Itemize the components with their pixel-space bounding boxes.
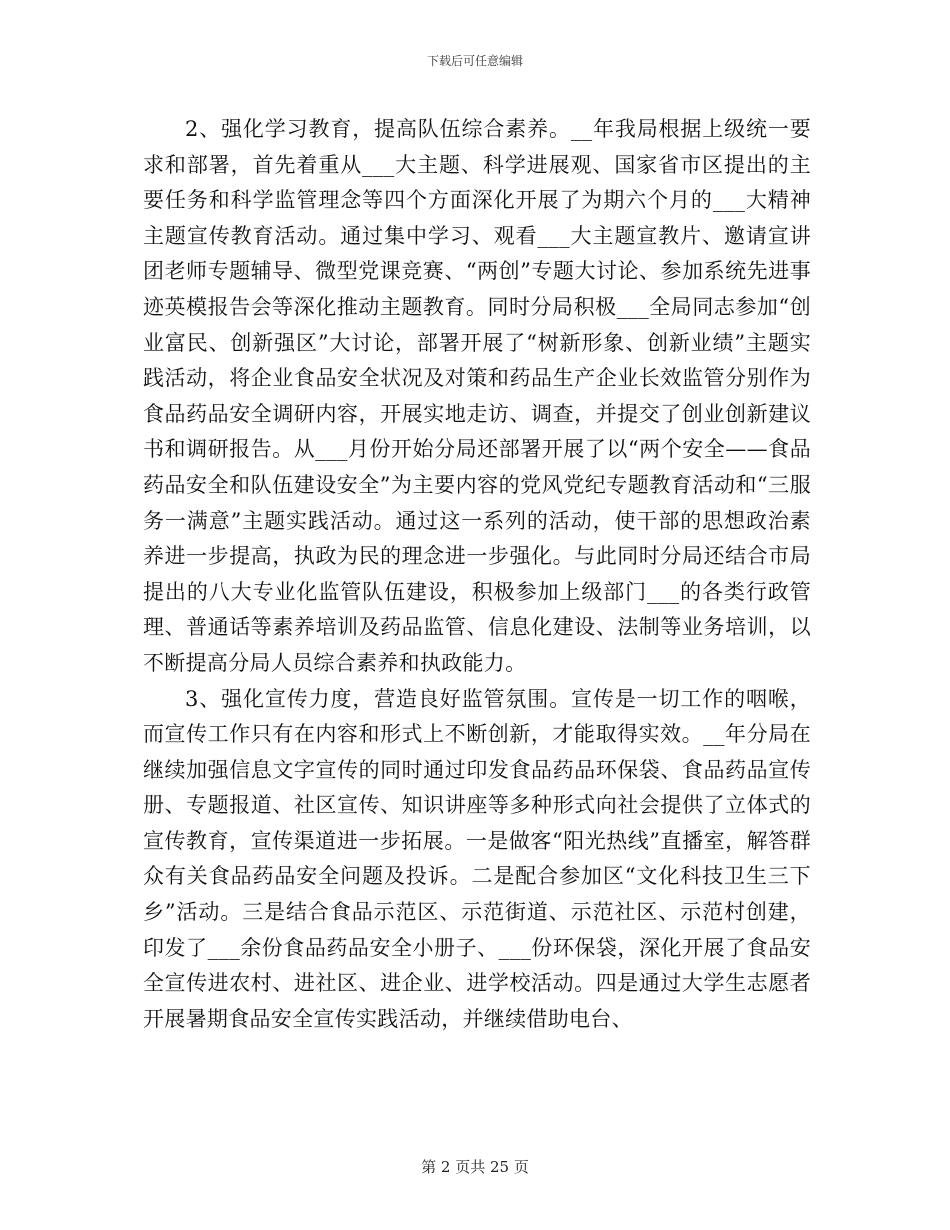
paragraph-publicity: 3、强化宣传力度，营造良好监管氛围。宣传是一切工作的咽喉，而宣传工作只有在内容和形式上不断创新，才能取得实效。__年分局在继续加强信息文字宣传的同时通过印发食品药品环保袋、食品药品宣传册、专题报道、社区宣传、知识讲座等多种形式向社会提供了立体式的宣传教育，宣传渠道进一步拓展。一是做客“阳光热线”直播室，解答群众有关食品药品安全问题及投诉。二是配合参加区“文化科技卫生三下乡”活动。三是结合食品示范区、示范街道、示范社区、示范村创建，印发了___余份食品药品安全小册子、___份环保袋，深化开展了食品安全宣传进农村、进社区、进企业、进学校活动。四是通过大学生志愿者开展暑期食品安全宣传实践活动，并继续借助电台、	[143, 686, 811, 1031]
paragraph-education: 2、强化学习教育，提高队伍综合素养。__年我局根据上级统一要求和部署，首先着重从___大主题、科学进展观、国家省市区提出的主要任务和科学监管理念等四个方面深化开展了为期六个月的___大精神主题宣传教育活动。通过集中学习、观看___大主题宣教片、邀请宣讲团老师专题辅导、微型党课竞赛、“两创”专题大讨论、参加系统先进事迹英模报告会等深化推动主题教育。同时分局积极___全局同志参加“创业富民、创新强区”大讨论，部署开展了“树新形象、创新业绩”主题实践活动，将企业食品安全状况及对策和药品生产企业长效监管分别作为食品药品安全调研内容，开展实地走访、调查，并提交了创业创新建议书和调研报告。从___月份开始分局还部署开展了以“两个安全——食品药品安全和队伍建设安全”为主要内容的党风党纪专题教育活动和“三服务一满意”主题实践活动。通过这一系列的活动，使干部的思想政治素养进一步提高，执政为民的理念进一步强化。与此同时分局还结合市局提出的八大专业化监管队伍建设，积极参加上级部门___的各类行政管理、普通话等素养培训及药品监管、信息化建设、法制等业务培训，以不断提高分局人员综合素养和执政能力。	[143, 117, 811, 675]
document-body	[143, 112, 811, 1037]
page-header: 下载后可任意编辑	[426, 54, 523, 68]
page-footer: 第 2 页共 25 页	[421, 1158, 529, 1176]
